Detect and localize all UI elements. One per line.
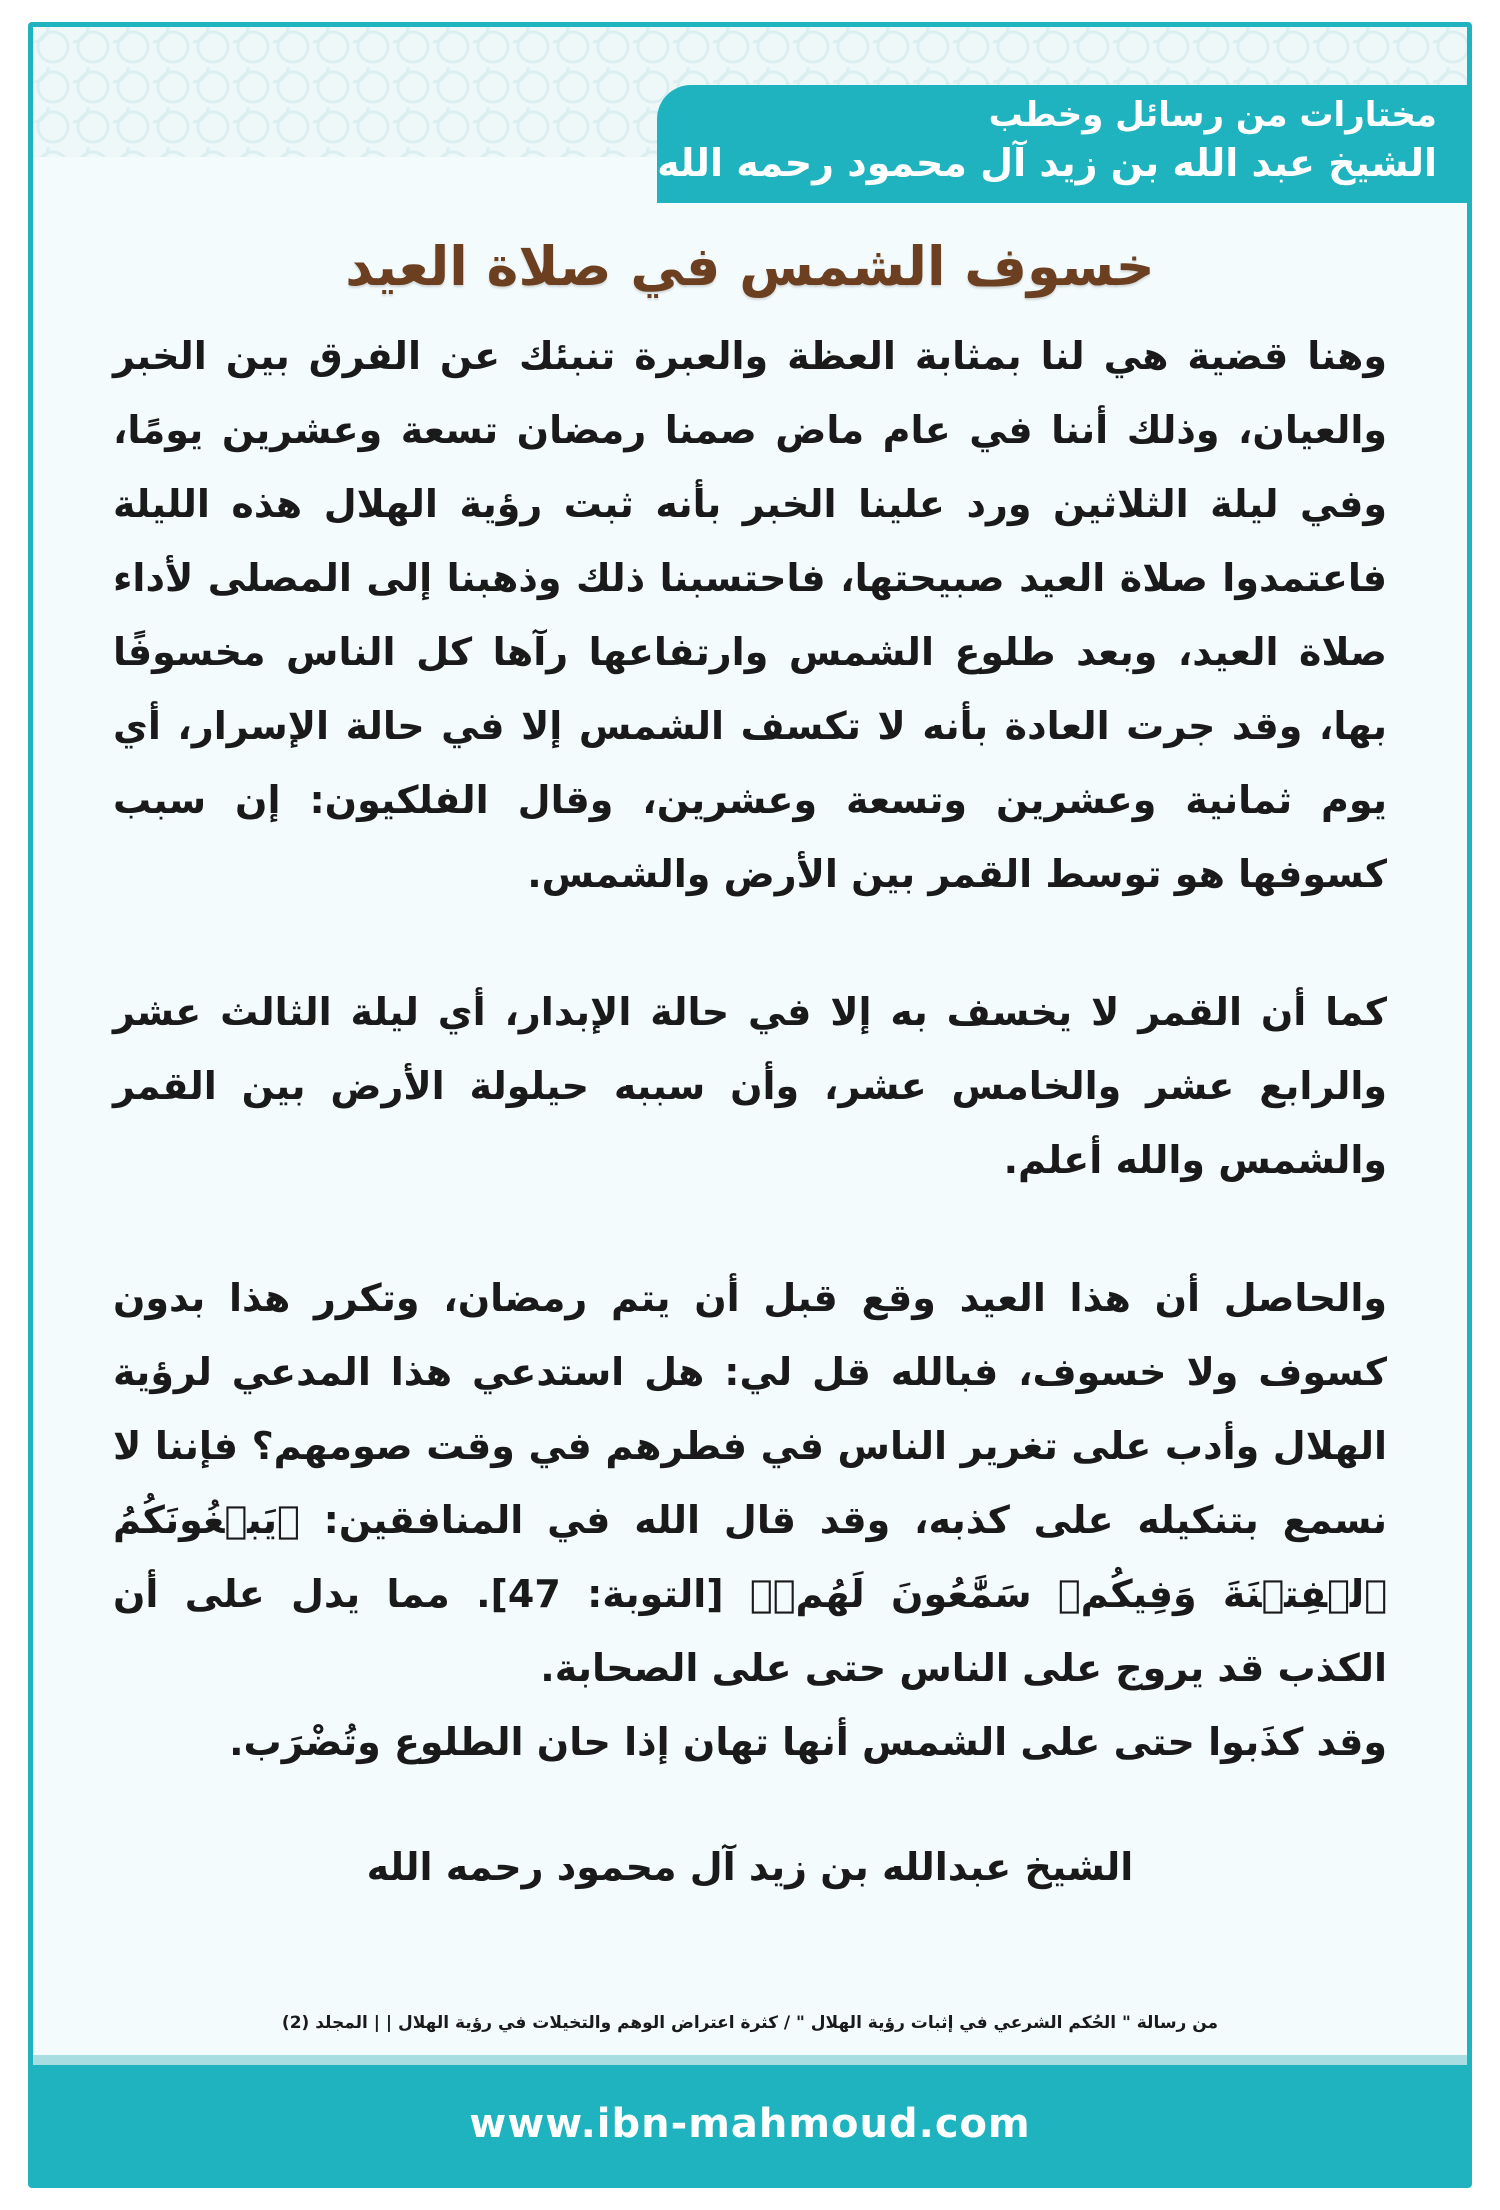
header-author: الشيخ عبد الله بن زيد آل محمود رحمه الله: [657, 141, 1437, 185]
header-subtitle: مختارات من رسائل وخطب: [988, 95, 1437, 135]
paragraph-2: كما أن القمر لا يخسف به إلا في حالة الإبدار، أي ليلة الثالث عشر والرابع عشر والخامس عشر، وأن سببه حيلولة الأرض بين القمر والشمس والله أعلم.: [113, 990, 1387, 1182]
article-body: [113, 319, 1387, 1779]
header-banner: [657, 85, 1467, 203]
signature: الشيخ عبدالله بن زيد آل محمود رحمه الله: [366, 1845, 1134, 1889]
paragraph-1: وهنا قضية هي لنا بمثابة العظة والعبرة تنبئك عن الفرق بين الخبر والعيان، وذلك أننا في عام ماض صمنا رمضان تسعة وعشرين يومًا، وفي ليلة الثلاثين ورد علينا الخبر بأنه ثبت رؤية الهلال هذه الليلة فاعتمدوا صلاة العيد صبيحتها، فاحتسبنا ذلك وذهبنا إلى المصلى لأداء صلاة العيد، وبعد طلوع الشمس وارتفاعها رآها كل الناس مخسوفًا بها، وقد جرت العادة بأنه لا تكسف الشمس إلا في حالة الإسرار، أي يوم ثمانية وعشرين وتسعة وعشرين، وقال الفلكيون: إن سبب كسوفها هو توسط القمر بين الأرض والشمس.: [113, 334, 1387, 896]
page-frame: [28, 22, 1472, 2188]
paragraph-4: وقد كذَبوا حتى على الشمس أنها تهان إذا حان الطلوع وتُضْرَب.: [229, 1720, 1387, 1764]
source-citation: من رسالة " الحُكم الشرعي في إثبات رؤية الهلال " / كثرة اعتراض الوهم والتخيلات في رؤية الهلال | | المجلد (2): [281, 2013, 1219, 2033]
website-link[interactable]: www.ibn-mahmoud.com: [469, 2101, 1031, 2147]
footer-bar: [33, 2055, 1467, 2183]
page-title: خسوف الشمس في صلاة العيد: [345, 235, 1155, 298]
paragraph-3: والحاصل أن هذا العيد وقع قبل أن يتم رمضان، وتكرر هذا بدون كسوف ولا خسوف، فبالله قل لي: هل استدعي هذا المدعي لرؤية الهلال وأدب على تغرير الناس في فطرهم في وقت صومهم؟ فإننا لا نسمع بتنكيله على كذبه، وقد قال الله في المنافقين: ﴿يَبۡغُونَكُمُ ٱلۡفِتۡنَةَ وَفِيكُمۡ سَمَّٰعُونَ لَهُمۡ﴾ [التوبة: 47]. مما يدل على أن الكذب قد يروج على الناس حتى على الصحابة.: [113, 1276, 1388, 1690]
